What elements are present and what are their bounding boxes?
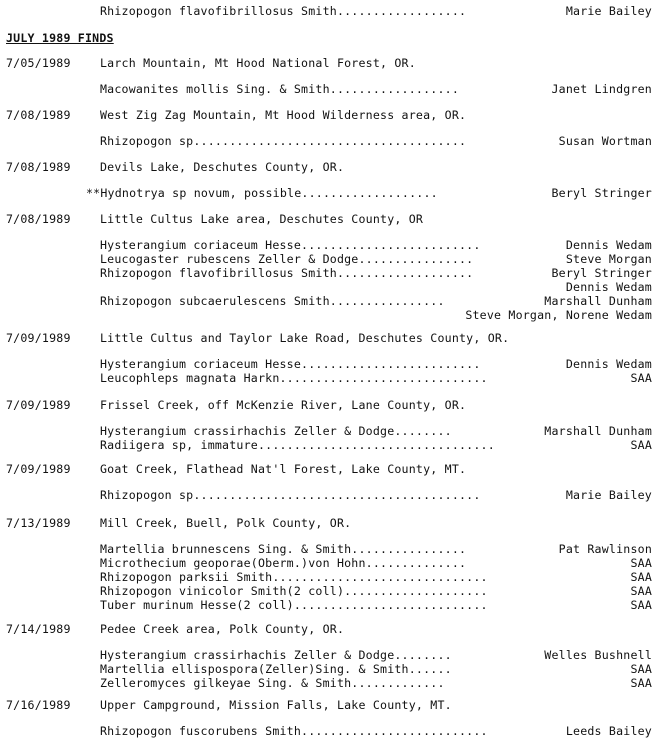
- find-entry-taxon: Rhizopogon flavofibrillosus Smith...................: [100, 266, 474, 280]
- find-date: 7/09/1989: [6, 331, 71, 345]
- find-location: Goat Creek, Flathead Nat'l Forest, Lake County, MT.: [100, 462, 467, 476]
- find-entry-taxon: Hysterangium crassirhachis Zeller & Dodge........: [100, 424, 452, 438]
- find-location: Frissel Creek, off McKenzie River, Lane County, OR.: [100, 398, 467, 412]
- find-entry-taxon: Rhizopogon sp......................................: [100, 134, 467, 148]
- find-entry-finder: SAA: [630, 556, 652, 570]
- find-date: 7/09/1989: [6, 462, 71, 476]
- find-entry-taxon: Zelleromyces gilkeyae Sing. & Smith.............: [100, 676, 445, 690]
- find-entry-finder: Leeds Bailey: [565, 724, 652, 738]
- find-entry-finder: SAA: [630, 584, 652, 598]
- find-entry-finder: Welles Bushnell: [544, 648, 652, 662]
- find-entry-taxon: Rhizopogon vinicolor Smith(2 coll)....................: [100, 584, 488, 598]
- find-entry-finder: SAA: [630, 371, 652, 385]
- find-date: 7/08/1989: [6, 160, 71, 174]
- find-entry-finder: Steve Morgan: [565, 252, 652, 266]
- section-title: JULY 1989 FINDS: [6, 31, 114, 45]
- top-entry-taxon: Rhizopogon flavofibrillosus Smith..................: [100, 4, 467, 18]
- find-date: 7/08/1989: [6, 108, 71, 122]
- find-entry-taxon: Martellia brunnescens Sing. & Smith................: [100, 542, 467, 556]
- find-entry-taxon: Microthecium geoporae(Oberm.)von Hohn..............: [100, 556, 467, 570]
- find-entry-taxon: Martellia ellispospora(Zeller)Sing. & Smith......: [100, 662, 452, 676]
- find-location: West Zig Zag Mountain, Mt Hood Wilderness area, OR.: [100, 108, 467, 122]
- find-entry-taxon: Hysterangium coriaceum Hesse.........................: [100, 238, 481, 252]
- find-entry-finder: SAA: [630, 598, 652, 612]
- find-entry-taxon: Leucogaster rubescens Zeller & Dodge................: [100, 252, 474, 266]
- find-entry-taxon: Tuber murinum Hesse(2 coll)...........................: [100, 598, 488, 612]
- find-entry-finder: Marshall Dunham: [544, 424, 652, 438]
- find-entry-taxon: Rhizopogon parksii Smith..............................: [100, 570, 488, 584]
- find-entry-finder: SAA: [630, 662, 652, 676]
- find-entry-taxon: Leucophleps magnata Harkn.............................: [100, 371, 488, 385]
- find-entry-taxon: Rhizopogon subcaerulescens Smith................: [100, 294, 445, 308]
- find-location: Little Cultus Lake area, Deschutes County, OR: [100, 212, 424, 226]
- top-entry-finder: Marie Bailey: [565, 4, 652, 18]
- find-date: 7/08/1989: [6, 212, 71, 226]
- find-entry-finder: Marie Bailey: [565, 488, 652, 502]
- find-entry-finder: SAA: [630, 438, 652, 452]
- find-location: Mill Creek, Buell, Polk County, OR.: [100, 516, 352, 530]
- find-entry-finder: Janet Lindgren: [551, 82, 652, 96]
- find-entry-finder: SAA: [630, 570, 652, 584]
- find-date: 7/14/1989: [6, 622, 71, 636]
- find-entry-finder: Marshall Dunham: [544, 294, 652, 308]
- find-entry-taxon: Radiigera sp, immature.................................: [100, 438, 495, 452]
- find-date: 7/09/1989: [6, 398, 71, 412]
- find-entry-taxon: Hysterangium crassirhachis Zeller & Dodge........: [100, 648, 452, 662]
- find-location: Devils Lake, Deschutes County, OR.: [100, 160, 345, 174]
- find-entry-finder: Dennis Wedam: [565, 238, 652, 252]
- find-date: 7/13/1989: [6, 516, 71, 530]
- find-entry-taxon: Rhizopogon sp........................................: [100, 488, 481, 502]
- find-entry-finder: Beryl Stringer: [551, 266, 652, 280]
- find-location: Little Cultus and Taylor Lake Road, Deschutes County, OR.: [100, 331, 510, 345]
- find-entry-finder: Beryl Stringer: [551, 186, 652, 200]
- find-location: Upper Campground, Mission Falls, Lake County, MT.: [100, 698, 452, 712]
- find-date: 7/16/1989: [6, 698, 71, 712]
- find-entry-finder: Susan Wortman: [558, 134, 652, 148]
- find-entry-finder: Dennis Wedam: [565, 357, 652, 371]
- find-entry-finder: Dennis Wedam: [565, 280, 652, 294]
- find-entry-taxon: **Hydnotrya sp novum, possible...................: [86, 186, 438, 200]
- find-entry-taxon: Hysterangium coriaceum Hesse.........................: [100, 357, 481, 371]
- find-entry-finder: Steve Morgan, Norene Wedam: [465, 308, 652, 322]
- find-entry-finder: Pat Rawlinson: [558, 542, 652, 556]
- find-location: Pedee Creek area, Polk County, OR.: [100, 622, 345, 636]
- find-date: 7/05/1989: [6, 56, 71, 70]
- find-entry-finder: SAA: [630, 676, 652, 690]
- find-location: Larch Mountain, Mt Hood National Forest, OR.: [100, 56, 416, 70]
- find-entry-taxon: Macowanites mollis Sing. & Smith..................: [100, 82, 460, 96]
- find-entry-taxon: Rhizopogon fuscorubens Smith..........................: [100, 724, 488, 738]
